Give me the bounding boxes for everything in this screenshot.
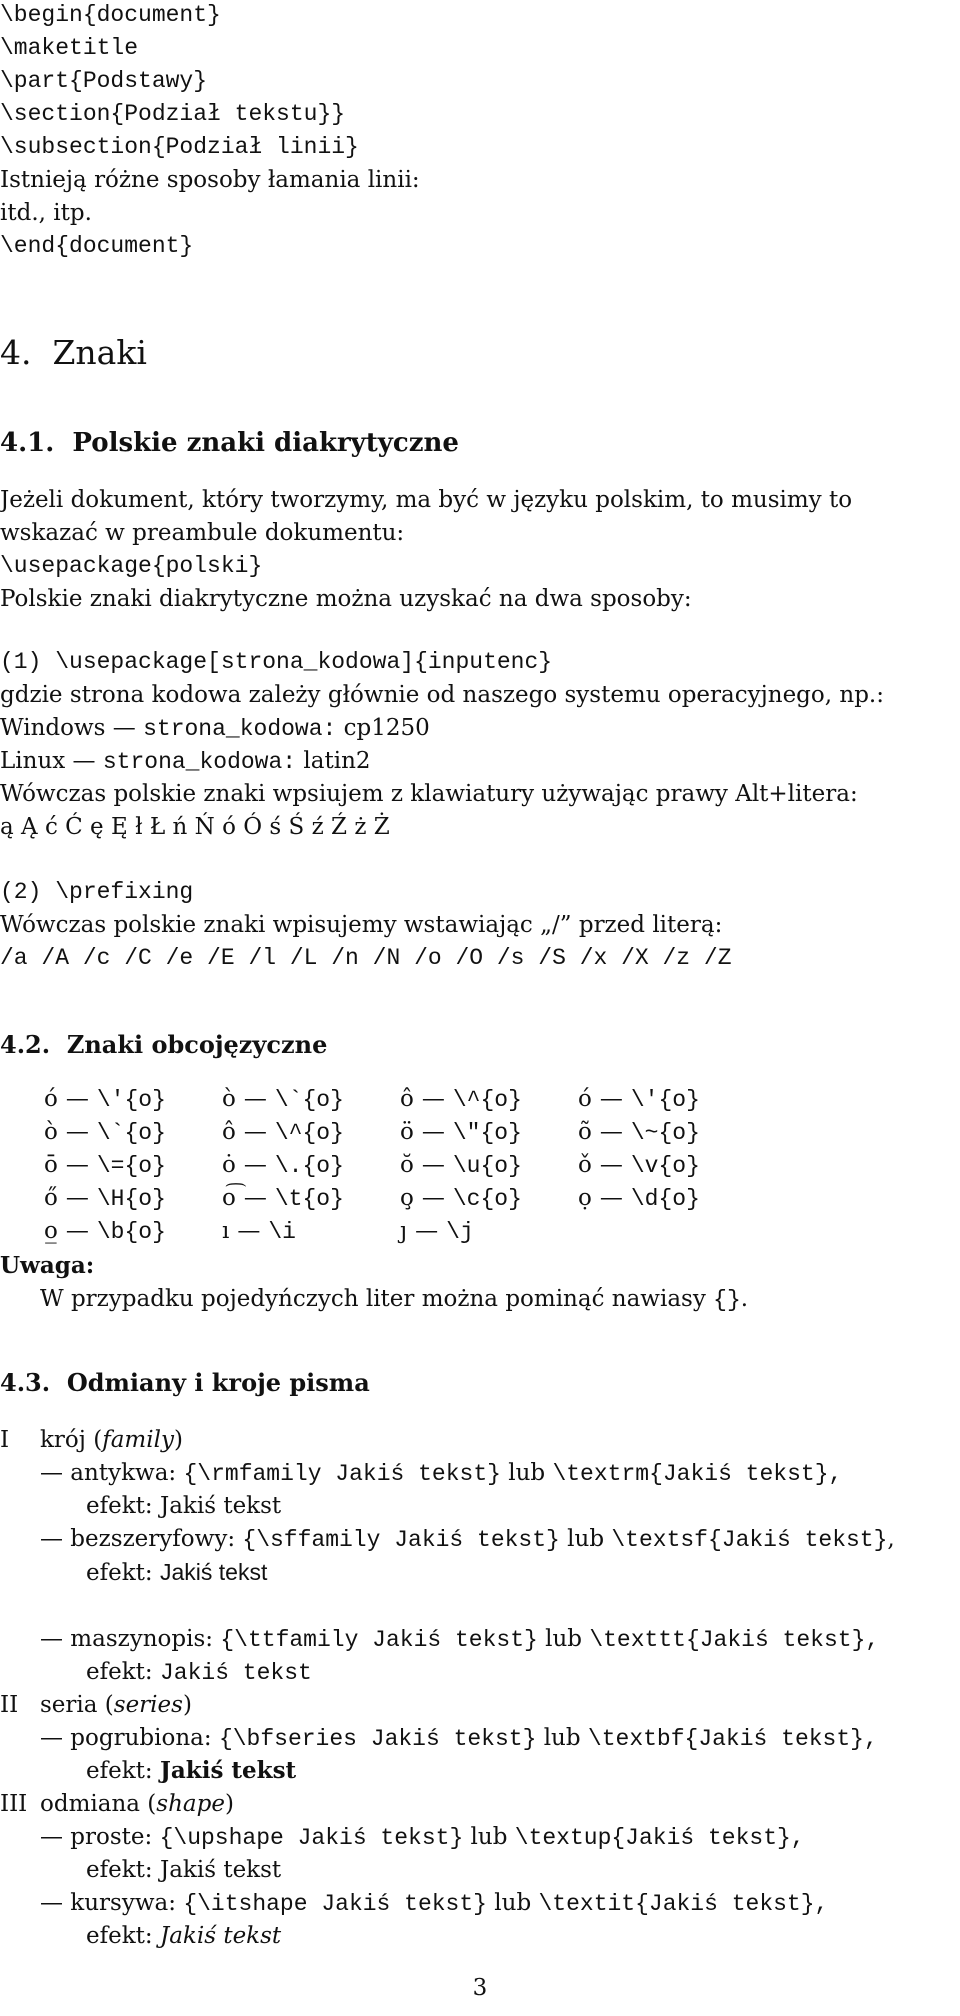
code-inline: strona_kodowa: (143, 716, 337, 742)
accent-cell (222, 1116, 400, 1149)
accent-command: \.{o} (274, 1153, 344, 1179)
dash: — (65, 1218, 89, 1244)
accent-command: \c{o} (452, 1186, 522, 1212)
tt-effect (86, 1657, 312, 1688)
accent-glyph: ó (44, 1086, 58, 1112)
accent-cell (578, 1116, 756, 1149)
accent-glyph: ı (222, 1218, 230, 1244)
option-2: (2) \prefixing (0, 879, 194, 905)
code-line: \begin{document} (0, 2, 221, 28)
code-inline: {\rmfamily Jakiś tekst} (183, 1461, 501, 1487)
accent-command: \u{o} (452, 1153, 522, 1179)
numeral: II (0, 1692, 19, 1718)
text: . (740, 1286, 749, 1312)
windows-line (0, 713, 430, 744)
text: — proste: (40, 1824, 160, 1850)
text: — kursywa: (40, 1890, 184, 1916)
code-line: \section{Podział tekstu}} (0, 101, 346, 127)
sample: Jakiś tekst (159, 1493, 282, 1519)
text: efekt: (86, 1560, 160, 1586)
code-inline: \texttt{Jakiś tekst}, (589, 1627, 880, 1653)
accent-row (44, 1182, 756, 1215)
accent-command: \"{o} (452, 1120, 522, 1146)
text: efekt: (86, 1758, 160, 1784)
accent-command: \'{o} (96, 1087, 166, 1113)
dash: — (243, 1086, 267, 1112)
accent-cell (44, 1215, 222, 1248)
text: efekt: (86, 1493, 160, 1519)
item-label (40, 1425, 183, 1455)
accent-cell (222, 1182, 400, 1215)
accent-command: \~{o} (630, 1120, 700, 1146)
prefix-list: /a /A /c /C /e /E /l /L /n /N /o /O /s /S /x /X /z /Z (0, 945, 732, 971)
part-heading: 4. Znaki (0, 333, 147, 372)
text: efekt: (86, 1659, 160, 1685)
it-effect (86, 1921, 281, 1951)
text: ) (173, 1427, 183, 1453)
accent-cell (578, 1182, 756, 1215)
code-inline: {} (713, 1287, 741, 1313)
sample: Jakiś tekst (159, 1757, 297, 1784)
page-number: 3 (472, 1975, 488, 2001)
item-label (40, 1789, 234, 1819)
sample: Jakiś tekst (159, 1660, 312, 1686)
accent-command: \`{o} (96, 1120, 166, 1146)
accent-cell (222, 1215, 400, 1248)
accent-cell (44, 1083, 222, 1116)
accent-cell (400, 1116, 578, 1149)
accent-command: \d{o} (630, 1186, 700, 1212)
accent-glyph: ŏ (400, 1152, 414, 1178)
code-line: \maketitle (0, 35, 139, 61)
text: odmiana ( (40, 1791, 157, 1817)
accent-glyph: ȯ (222, 1152, 236, 1178)
text: efekt: (86, 1857, 160, 1883)
item-label (40, 1690, 192, 1720)
text: lub (486, 1890, 539, 1916)
accent-cell (44, 1116, 222, 1149)
accent-glyph: ô (400, 1086, 414, 1112)
accent-table (44, 1083, 756, 1248)
text: — pogrubiona: (40, 1725, 219, 1751)
accent-cell (44, 1149, 222, 1182)
accent-command: \={o} (96, 1153, 166, 1179)
dash: — (65, 1086, 89, 1112)
sample: Jakiś tekst (159, 1923, 282, 1949)
accent-row (44, 1149, 756, 1182)
dash: — (65, 1119, 89, 1145)
accent-glyph: õ (578, 1119, 592, 1145)
accent-row (44, 1083, 756, 1116)
text: — bezszeryfowy: (40, 1526, 243, 1552)
dash: — (599, 1185, 623, 1211)
accent-cell (578, 1149, 756, 1182)
text: krój ( (40, 1427, 103, 1453)
dash: — (243, 1152, 267, 1178)
accent-glyph: o͡ (222, 1185, 236, 1211)
accent-cell (400, 1083, 578, 1116)
accent-glyph: ó (578, 1086, 592, 1112)
accent-cell (400, 1182, 578, 1215)
option-1: (1) \usepackage[strona_kodowa]{inputenc} (0, 649, 553, 675)
text: lub (559, 1526, 612, 1552)
tt-line (40, 1624, 879, 1655)
accent-cell (44, 1182, 222, 1215)
dash: — (421, 1152, 445, 1178)
text: efekt: (86, 1923, 160, 1949)
dash: — (415, 1218, 439, 1244)
dash: — (599, 1152, 623, 1178)
accent-command: \j (446, 1219, 474, 1245)
text: series (113, 1692, 183, 1718)
text: latin2 (296, 748, 371, 774)
dash: — (421, 1119, 445, 1145)
accent-cell (578, 1215, 756, 1248)
code-inline: {\sffamily Jakiś tekst} (242, 1527, 560, 1553)
code-inline: \textrm{Jakiś tekst}, (552, 1461, 843, 1487)
accent-glyph: ọ (578, 1185, 592, 1211)
paragraph: Wówczas polskie znaki wpisujemy wstawiając „/” przed literą: (0, 912, 723, 938)
accent-cell (400, 1215, 578, 1248)
it-line (40, 1888, 828, 1919)
accent-glyph: ò (44, 1119, 58, 1145)
dash: — (243, 1185, 267, 1211)
accent-command: \^{o} (274, 1120, 344, 1146)
polish-letters: ą Ą ć Ć ę Ę ł Ł ń Ń ó Ó ś Ś ź Ź ż Ż (0, 814, 390, 840)
paragraph: Jeżeli dokument, który tworzymy, ma być w języku polskim, to musimy to (0, 487, 853, 513)
text: lub (536, 1725, 588, 1751)
accent-cell (222, 1149, 400, 1182)
accent-glyph: o̲ (44, 1218, 58, 1244)
accent-glyph: ô (222, 1119, 236, 1145)
code-inline: {\ttfamily Jakiś tekst} (220, 1627, 538, 1653)
text: cp1250 (336, 715, 430, 741)
section-heading-4-2: 4.2. Znaki obcojęzyczne (0, 1030, 328, 1059)
code-inline: \textit{Jakiś tekst}, (538, 1891, 829, 1917)
text: seria ( (40, 1692, 114, 1718)
accent-glyph: ō (44, 1152, 58, 1178)
text: — antykwa: (40, 1460, 184, 1486)
text: lub (537, 1626, 590, 1652)
paragraph: gdzie strona kodowa zależy głównie od naszego systemu operacyjnego, np.: (0, 682, 884, 708)
code-inline: strona_kodowa: (102, 749, 297, 775)
sf-effect (86, 1557, 267, 1588)
accent-command: \b{o} (96, 1219, 166, 1245)
accent-glyph: ö (400, 1119, 414, 1145)
text: ) (182, 1692, 192, 1718)
dash: — (421, 1086, 445, 1112)
accent-command: \H{o} (96, 1186, 166, 1212)
code-inline: \textsf{Jakiś tekst} (611, 1527, 888, 1553)
accent-command: \i (268, 1219, 296, 1245)
up-effect (86, 1855, 281, 1885)
accent-cell (578, 1083, 756, 1116)
paragraph: Polskie znaki diakrytyczne można uzyskać na dwa sposoby: (0, 586, 692, 612)
linux-line (0, 746, 371, 777)
code-line: \part{Podstawy} (0, 68, 208, 94)
accent-glyph: ȷ (400, 1218, 408, 1244)
sample: Jakiś tekst (159, 1559, 268, 1585)
accent-row (44, 1116, 756, 1149)
section-heading-4-1: 4.1. Polskie znaki diakrytyczne (0, 428, 459, 458)
text: Windows — (0, 715, 144, 741)
text: Linux — (0, 748, 103, 774)
section-heading-4-3: 4.3. Odmiany i kroje pisma (0, 1368, 370, 1397)
text: , (887, 1526, 895, 1552)
text: lub (463, 1824, 515, 1850)
accent-command: \'{o} (630, 1087, 700, 1113)
up-line (40, 1822, 805, 1853)
text: W przypadku pojedyńczych liter można pominąć nawiasy (40, 1286, 714, 1312)
text: family (102, 1427, 174, 1453)
text: ) (224, 1791, 234, 1817)
dash: — (65, 1152, 89, 1178)
text: — maszynopis: (40, 1626, 221, 1652)
numeral: III (0, 1791, 28, 1817)
accent-cell (400, 1149, 578, 1182)
code-line: \end{document} (0, 233, 194, 259)
dash: — (421, 1185, 445, 1211)
text: shape (156, 1791, 225, 1817)
code-line: itd., itp. (0, 200, 92, 226)
numeral: I (0, 1427, 10, 1453)
code-inline: {\bfseries Jakiś tekst} (218, 1726, 537, 1752)
dash: — (599, 1119, 623, 1145)
dash: — (243, 1119, 267, 1145)
accent-glyph: ő (44, 1185, 58, 1211)
code-inline: \textbf{Jakiś tekst}, (587, 1726, 878, 1752)
sf-line (40, 1524, 895, 1555)
accent-command: \v{o} (630, 1153, 700, 1179)
note-text (40, 1284, 748, 1315)
bf-line (40, 1723, 878, 1754)
dash: — (65, 1185, 89, 1211)
code-line: \subsection{Podział linii} (0, 134, 359, 160)
accent-row (44, 1215, 756, 1248)
sample: Jakiś tekst (159, 1857, 282, 1883)
code-line: Istnieją różne sposoby łamania linii: (0, 167, 420, 193)
accent-command: \t{o} (274, 1186, 344, 1212)
dash: — (237, 1218, 261, 1244)
accent-command: \`{o} (274, 1087, 344, 1113)
bf-effect (86, 1756, 296, 1786)
rm-line (40, 1458, 842, 1489)
code-inline: \textup{Jakiś tekst}, (514, 1825, 805, 1851)
accent-glyph: ò (222, 1086, 236, 1112)
paragraph: wskazać w preambule dokumentu: (0, 520, 405, 546)
code-inline: {\upshape Jakiś tekst} (159, 1825, 464, 1851)
text: lub (500, 1460, 553, 1486)
code-inline: \usepackage{polski} (0, 553, 263, 579)
code-inline: {\itshape Jakiś tekst} (183, 1891, 487, 1917)
accent-command: \^{o} (452, 1087, 522, 1113)
accent-glyph: o̧ (400, 1185, 414, 1211)
paragraph: Wówczas polskie znaki wpsiujem z klawiatury używając prawy Alt+litera: (0, 781, 858, 807)
accent-glyph: ǒ (578, 1152, 592, 1178)
accent-cell (222, 1083, 400, 1116)
dash: — (599, 1086, 623, 1112)
note-label: Uwaga: (0, 1252, 95, 1279)
rm-effect (86, 1491, 281, 1521)
